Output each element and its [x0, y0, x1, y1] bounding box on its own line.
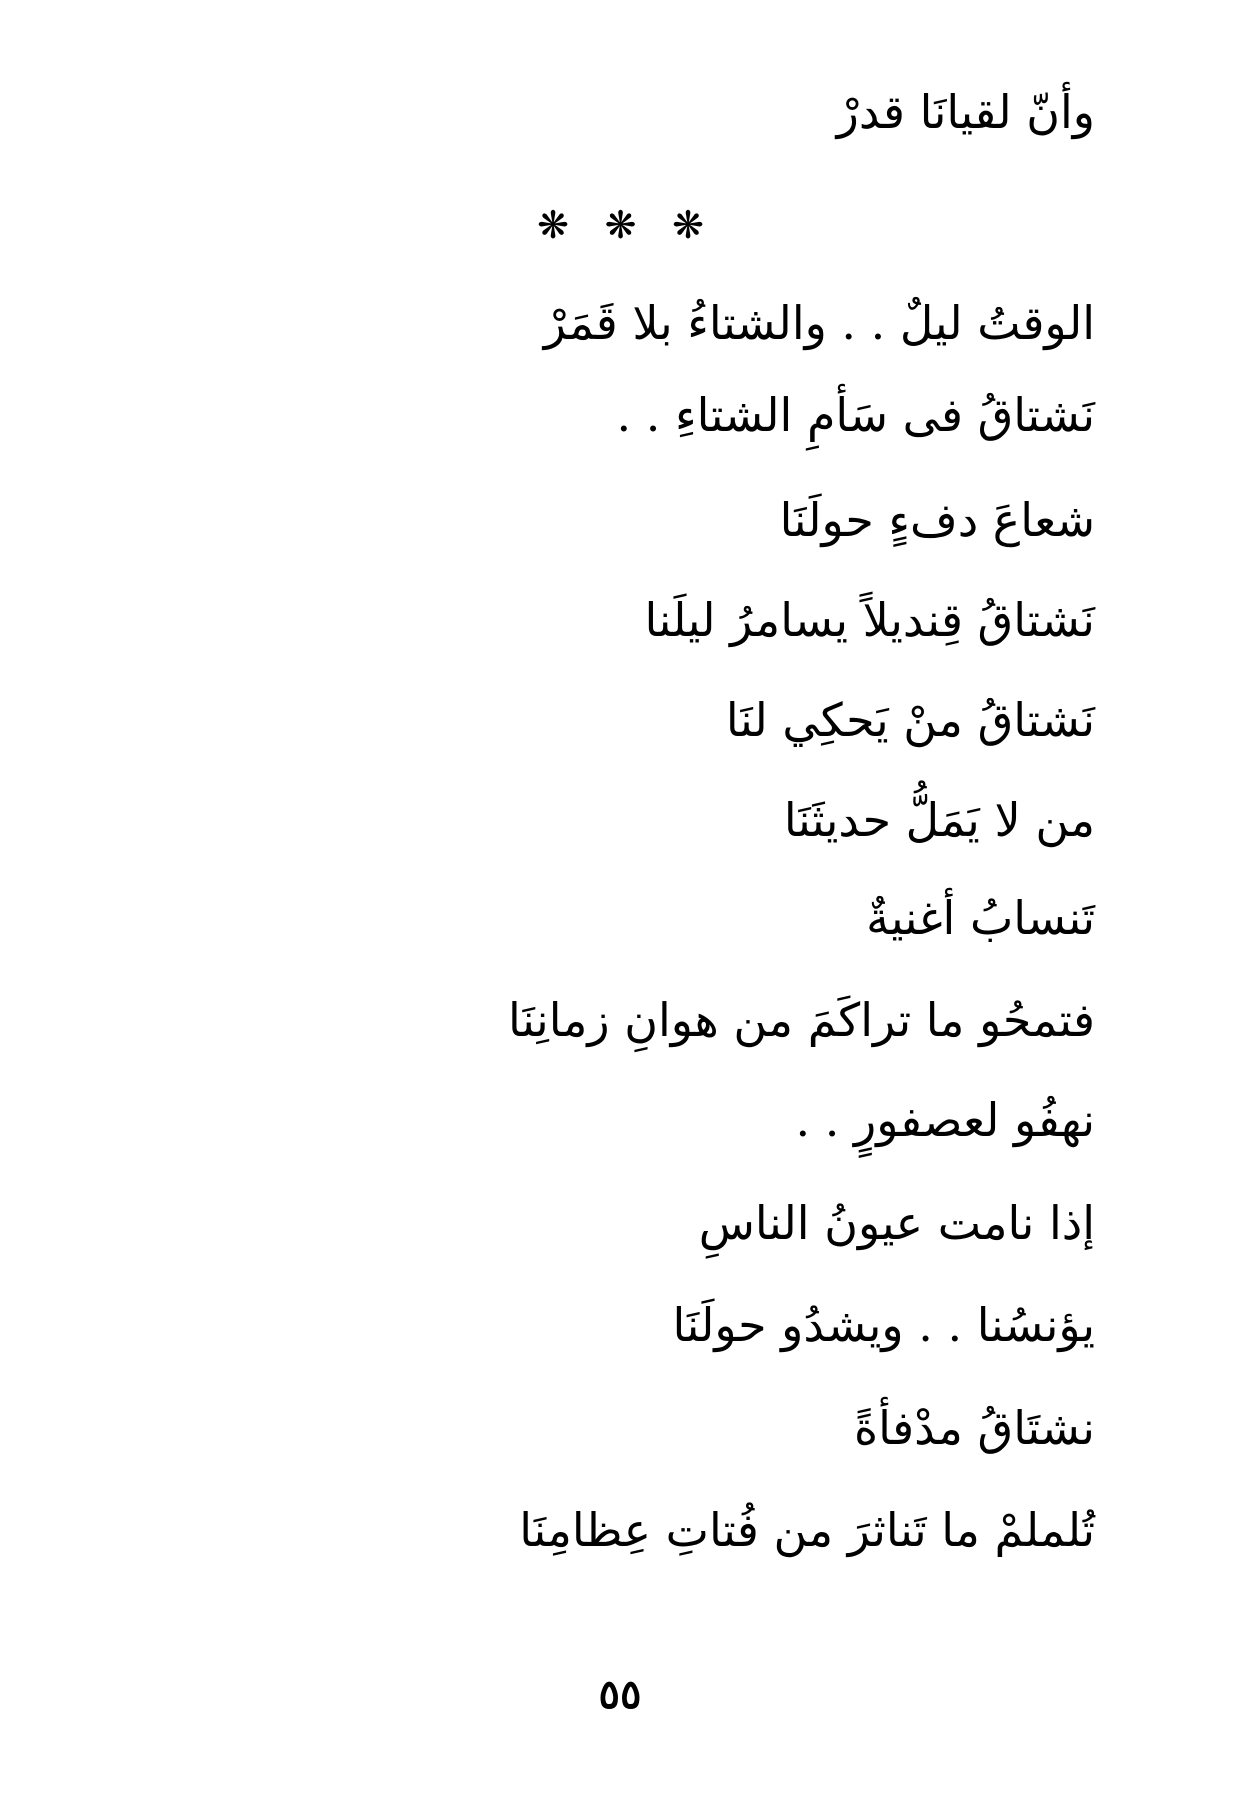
poem-line-5: نَشتاقُ قِنديلاً يسامرُ ليلَنا — [644, 593, 1095, 647]
asterism-icon: ❋ — [537, 203, 569, 247]
poem-line-6: نَشتاقُ منْ يَحكِي لنَا — [725, 693, 1095, 747]
poem-line-7: من لا يَمَلُّ حديثَنَا — [783, 793, 1095, 847]
poem-line-11: إذا نامت عيونُ الناسِ — [698, 1196, 1095, 1250]
poem-line-9: فتمحُو ما تراكَمَ من هوانِ زمانِنَا — [508, 993, 1095, 1047]
asterism-icon: ❋ — [604, 203, 637, 247]
page-number: ٥٥ — [598, 1671, 642, 1718]
poem-line-12: يؤنسُنا . . ويشدُو حولَنَا — [672, 1298, 1095, 1352]
asterism-icon: ❋ — [672, 203, 704, 247]
poem-line-3: نَشتاقُ فى سَأمِ الشتاءِ . . — [616, 388, 1095, 442]
poem-line-1: وأنّ لقيانَا قدرْ — [836, 85, 1095, 139]
poem-line-8: تَنسابُ أغنيةٌ — [866, 891, 1095, 945]
poem-line-4: شعاعَ دفءٍ حولَنَا — [779, 493, 1095, 547]
poem-line-13: نشتَاقُ مدْفأةً — [854, 1401, 1095, 1455]
section-separator — [533, 200, 708, 250]
poem-line-14: تُلملمْ ما تَناثرَ من فُتاتِ عِظامِنَا — [519, 1503, 1095, 1557]
poem-line-10: نهفُو لعصفورٍ . . — [795, 1093, 1095, 1147]
poem-line-2: الوقتُ ليلٌ . . والشتاءُ بلا قَمَرْ — [543, 296, 1095, 350]
